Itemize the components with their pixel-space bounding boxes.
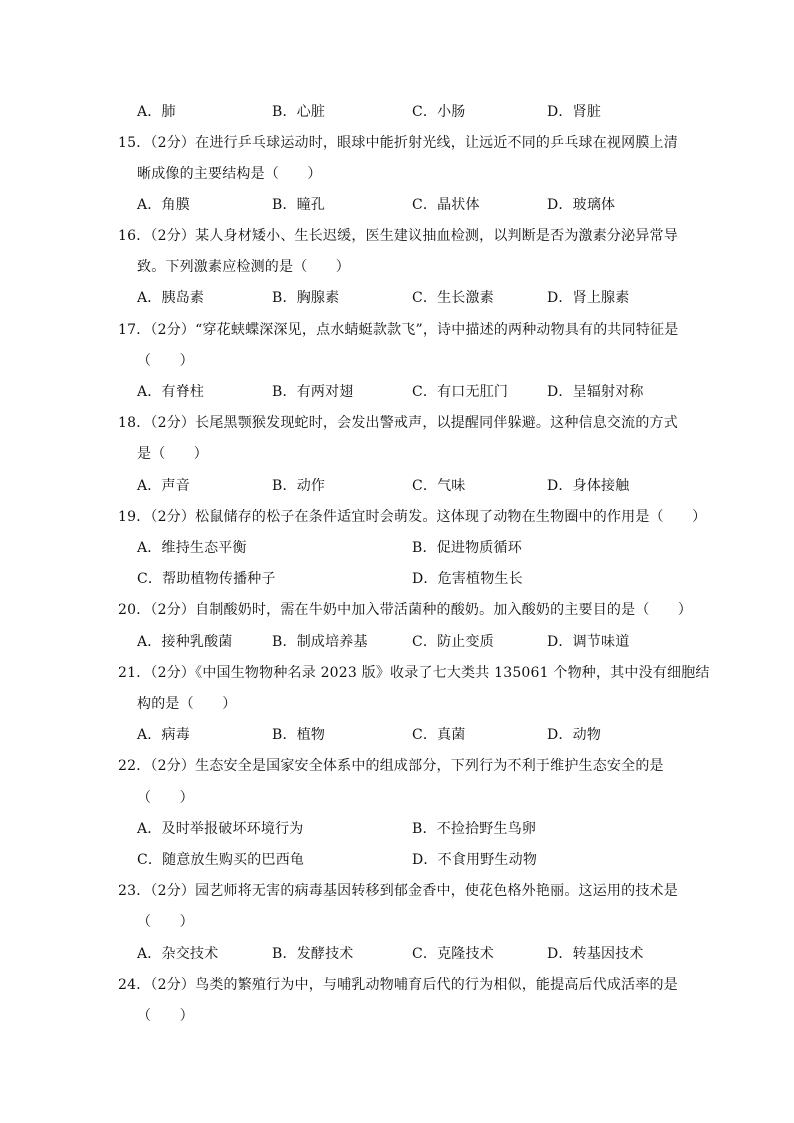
option-row [0, 850, 794, 870]
question-22-stem: 22．（2分）生态安全是国家安全体系中的组成部分，下列行为不利于维护生态安全的是 [118, 758, 664, 774]
option-d: D．肾脏 [547, 104, 602, 120]
option-d: D．转基因技术 [547, 946, 644, 962]
question-16-stem-cont: 致。下列激素应检测的是（ ） [137, 259, 350, 275]
question-17-stem-cont: （ ） [137, 353, 194, 369]
question-16-stem: 16．（2分）某人身材矮小、生长迟缓，医生建议抽血检测，以判断是否为激素分泌异常导 [118, 228, 678, 244]
question-17-stem: 17．（2分）“穿花蛱蝶深深见，点水蜻蜓款款飞”，诗中描述的两种动物具有的共同特征是 [118, 322, 679, 338]
question-15-stem: 15．（2分）在进行乒乓球运动时，眼球中能折射光线，让远近不同的乒乓球在视网膜上清 [118, 135, 678, 151]
question-23-stem-cont: （ ） [137, 914, 194, 930]
option-c: C．克隆技术 [412, 946, 494, 962]
option-row [0, 476, 794, 496]
question-23-stem: 23．（2分）园艺师将无害的病毒基因转移到郁金香中，使花色格外艳丽。这运用的技术是 [118, 883, 678, 899]
option-b: B．制成培养基 [272, 634, 368, 650]
option-d: D．危害植物生长 [412, 571, 523, 587]
option-a: A．维持生态平衡 [137, 540, 247, 556]
question-21-stem: 21．（2分）《中国生物物种名录 2023 版》收录了七大类共 135061 个物种，其中没有细胞结 [118, 665, 710, 681]
option-row [0, 569, 794, 589]
option-row [0, 632, 794, 652]
option-b: B．动作 [272, 478, 326, 494]
question-15-stem-cont: 晰成像的主要结构是（ ） [137, 166, 322, 182]
option-b: B．促进物质循环 [412, 540, 522, 556]
option-c: C．防止变质 [412, 634, 494, 650]
option-b: B．心脏 [272, 104, 326, 120]
option-d: D．呈辐射对称 [547, 384, 644, 400]
option-d: D．身体接触 [547, 478, 630, 494]
option-row [0, 195, 794, 215]
option-a: A．有脊柱 [137, 384, 205, 400]
option-d: D．不食用野生动物 [412, 852, 538, 868]
option-a: A．病毒 [137, 727, 190, 743]
option-b: B．瞳孔 [272, 197, 326, 213]
question-18-stem: 18．（2分）长尾黑颚猴发现蛇时，会发出警戒声，以提醒同伴躲避。这种信息交流的方式 [118, 415, 678, 431]
option-a: A．肺 [137, 104, 176, 120]
option-c: C．随意放生购买的巴西龟 [137, 852, 305, 868]
option-c: C．晶状体 [412, 197, 480, 213]
option-a: A．接种乳酸菌 [137, 634, 233, 650]
option-a: A．胰岛素 [137, 290, 205, 306]
option-a: A．声音 [137, 478, 190, 494]
option-a: A．角膜 [137, 197, 190, 213]
option-c: C．气味 [412, 478, 466, 494]
option-b: B．不捡拾野生鸟卵 [412, 821, 537, 837]
question-19-stem: 19．（2分）松鼠储存的松子在条件适宜时会萌发。这体现了动物在生物圈中的作用是（ ） [118, 509, 707, 525]
option-a: A．杂交技术 [137, 946, 219, 962]
option-d: D．肾上腺素 [547, 290, 630, 306]
option-row [0, 102, 794, 122]
option-row [0, 538, 794, 558]
option-c: C．帮助植物传播种子 [137, 571, 276, 587]
option-b: B．植物 [272, 727, 326, 743]
option-row [0, 288, 794, 308]
option-b: B．胸腺素 [272, 290, 340, 306]
question-24-stem-cont: （ ） [137, 1008, 194, 1024]
option-a: A．及时举报破坏环境行为 [137, 821, 304, 837]
option-c: C．生长激素 [412, 290, 494, 306]
option-b: B．发酵技术 [272, 946, 354, 962]
option-row [0, 819, 794, 839]
question-20-stem: 20．（2分）自制酸奶时，需在牛奶中加入带活菌种的酸奶。加入酸奶的主要目的是（ ） [118, 602, 693, 618]
question-24-stem: 24．（2分）鸟类的繁殖行为中，与哺乳动物哺育后代的行为相似，能提高后代成活率的是 [118, 977, 678, 993]
option-d: D．玻璃体 [547, 197, 616, 213]
question-21-stem-cont: 构的是（ ） [137, 696, 237, 712]
option-row [0, 944, 794, 964]
option-c: C．小肠 [412, 104, 466, 120]
option-b: B．有两对翅 [272, 384, 354, 400]
option-d: D．调节味道 [547, 634, 630, 650]
option-d: D．动物 [547, 727, 602, 743]
option-row [0, 725, 794, 745]
question-22-stem-cont: （ ） [137, 790, 194, 806]
option-row [0, 382, 794, 402]
question-18-stem-cont: 是（ ） [137, 446, 208, 462]
option-c: C．有口无肛门 [412, 384, 509, 400]
option-c: C．真菌 [412, 727, 466, 743]
